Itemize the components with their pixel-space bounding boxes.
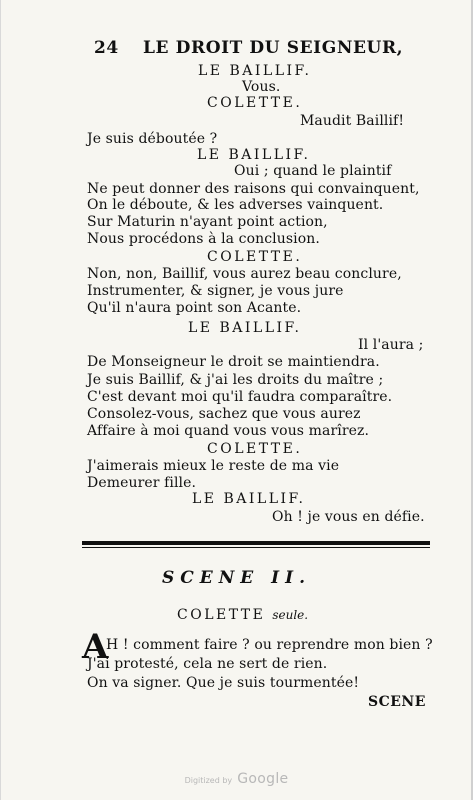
verse-line: J'aimerais mieux le reste de ma vie <box>87 458 340 474</box>
verse-line: On va signer. Que je suis tourmentée! <box>87 675 360 691</box>
speaker-label: COLETTE. <box>207 95 303 111</box>
verse-line: De Monseigneur le droit se maintiendra. <box>87 354 380 370</box>
verse-line: C'est devant moi qu'il faudra comparaître. <box>87 389 393 405</box>
verse-line: Nous procédons à la conclusion. <box>87 231 320 247</box>
drop-cap: A <box>82 627 109 667</box>
watermark-brand: Google <box>237 771 289 787</box>
verse-line: Il l'aura ; <box>358 337 424 353</box>
speaker-label: LE BAILLIF. <box>188 320 302 336</box>
watermark-prefix: Digitized by <box>184 776 233 785</box>
digitization-watermark <box>0 768 473 787</box>
catchword: SCENE <box>368 694 426 710</box>
verse-line: Qu'il n'aura point son Acante. <box>87 300 302 316</box>
page-number: 24 <box>94 38 119 58</box>
speaker-name: COLETTE <box>177 607 266 623</box>
speaker-label: COLETTE. <box>207 249 303 265</box>
verse-line: On le déboute, & les adverses vainquent. <box>87 197 384 213</box>
speaker-label: LE BAILLIF. <box>197 147 311 163</box>
verse-line: Demeurer fille. <box>87 475 197 491</box>
verse-line: H ! comment faire ? ou reprendre mon bien ? <box>106 637 433 653</box>
section-rule-thin <box>82 547 430 548</box>
verse-line: Instrumenter, & signer, je vous jure <box>87 283 344 299</box>
running-title: LE DROIT DU SEIGNEUR, <box>143 38 404 58</box>
verse-line: Ne peut donner des raisons qui convainquent, <box>87 181 420 197</box>
speaker-label: LE BAILLIF. <box>192 491 306 507</box>
verse-line: Je suis Baillif, & j'ai les droits du maître ; <box>87 372 384 388</box>
scene-speaker <box>177 607 308 623</box>
speaker-label: COLETTE. <box>207 441 303 457</box>
verse-line: Non, non, Baillif, vous aurez beau conclure, <box>87 266 402 282</box>
verse-line: Oh ! je vous en défie. <box>272 509 425 525</box>
verse-line: Affaire à moi quand vous vous marîrez. <box>87 423 370 439</box>
verse-line: Maudit Baillif! <box>300 113 405 129</box>
verse-line: Sur Maturin n'ayant point action, <box>87 214 328 230</box>
verse-line: Je suis déboutée ? <box>87 131 218 147</box>
verse-line: Consolez-vous, sachez que vous aurez <box>87 406 361 422</box>
verse-line: Vous. <box>242 79 281 95</box>
stage-direction: seule. <box>272 608 309 622</box>
speaker-label: LE BAILLIF. <box>198 63 312 79</box>
scene-title: SCENE II. <box>161 568 311 588</box>
verse-line: Oui ; quand le plaintif <box>234 163 392 179</box>
section-rule-thick <box>82 541 430 545</box>
verse-line: J'ai protesté, cela ne sert de rien. <box>87 656 328 672</box>
page-left-edge <box>0 0 1 800</box>
